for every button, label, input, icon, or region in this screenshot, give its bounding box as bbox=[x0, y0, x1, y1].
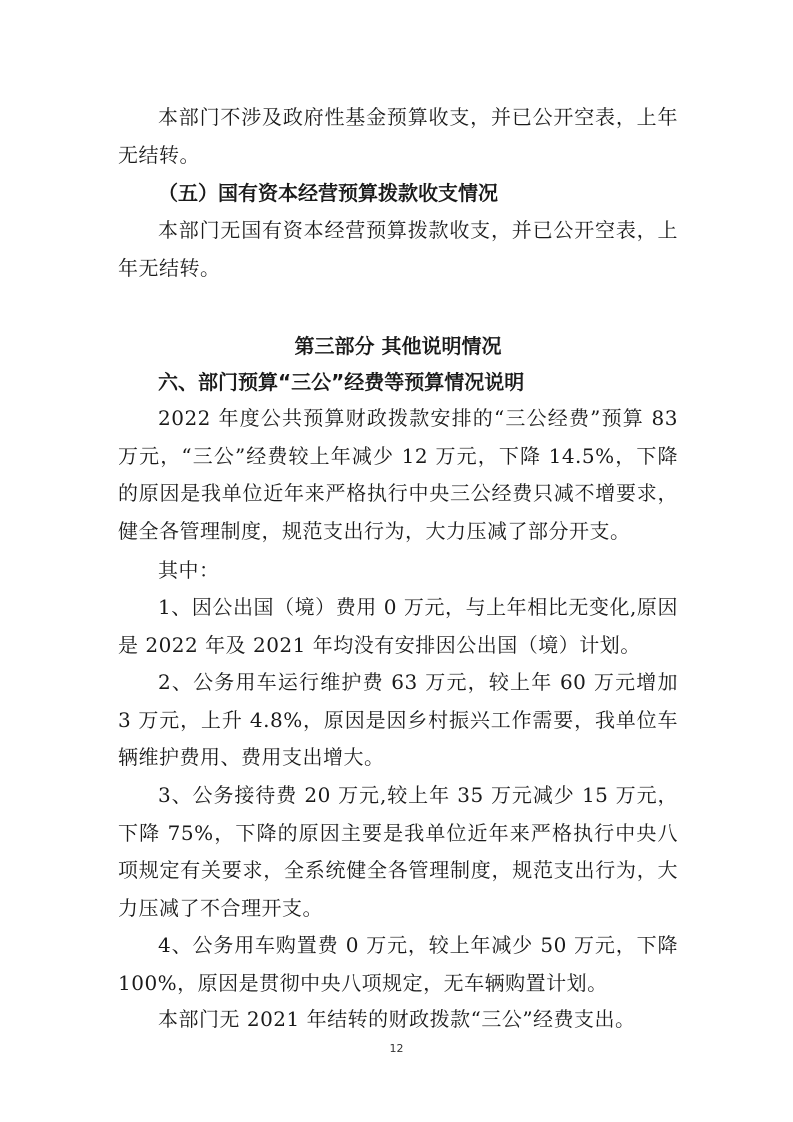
paragraph-three-public-budget: 2022 年度公共预算财政拨款安排的“三公经费”预算 83 万元，“三公”经费较上年减少 12 万元，下降 14.5%，下降的原因是我单位近年来严格执行中央三公经费只减不增要求，健全各管理制度，规范支出行为，大力压减了部分开支。 bbox=[118, 406, 678, 543]
paragraph-state-capital: 本部门无国有资本经营预算拨款收支，并已公开空表，上年无结转。 bbox=[118, 218, 678, 280]
paragraph-reception: 3、公务接待费 20 万元,较上年 35 万元减少 15 万元，下降 75%，下降的原因主要是我单位近年来严格执行中央八项规定有关要求，全系统健全各管理制度，规范支出行为，大力压减了不合理开支。 bbox=[118, 783, 678, 920]
paragraph-vehicle-purchase: 4、公务用车购置费 0 万元，较上年减少 50 万元，下降 100%，原因是贯彻中央八项规定，无车辆购置计划。 bbox=[118, 933, 678, 995]
section-heading-state-capital: （五）国有资本经营预算拨款收支情况 bbox=[158, 181, 498, 205]
paragraph-vehicle-maintenance: 2、公务用车运行维护费 63 万元，较上年 60 万元增加 3 万元，上升 4.8%，原因是因乡村振兴工作需要，我单位车辆维护费用、费用支出增大。 bbox=[118, 670, 678, 769]
section-heading-three-public: 六、部门预算“三公”经费等预算情况说明 bbox=[158, 370, 525, 394]
paragraph-carryover: 本部门无 2021 年结转的财政拨款“三公”经费支出。 bbox=[158, 1007, 636, 1031]
paragraph-overseas-travel: 1、因公出国（境）费用 0 万元，与上年相比无变化,原因是 2022 年及 2021 年均没有安排因公出国（境）计划。 bbox=[118, 595, 678, 657]
paragraph-among-them: 其中： bbox=[158, 558, 220, 582]
part-three-title: 第三部分 其他说明情况 bbox=[294, 334, 502, 358]
paragraph-government-fund: 本部门不涉及政府性基金预算收支，并已公开空表，上年无结转。 bbox=[118, 105, 678, 167]
page-number: 12 bbox=[389, 1042, 404, 1055]
